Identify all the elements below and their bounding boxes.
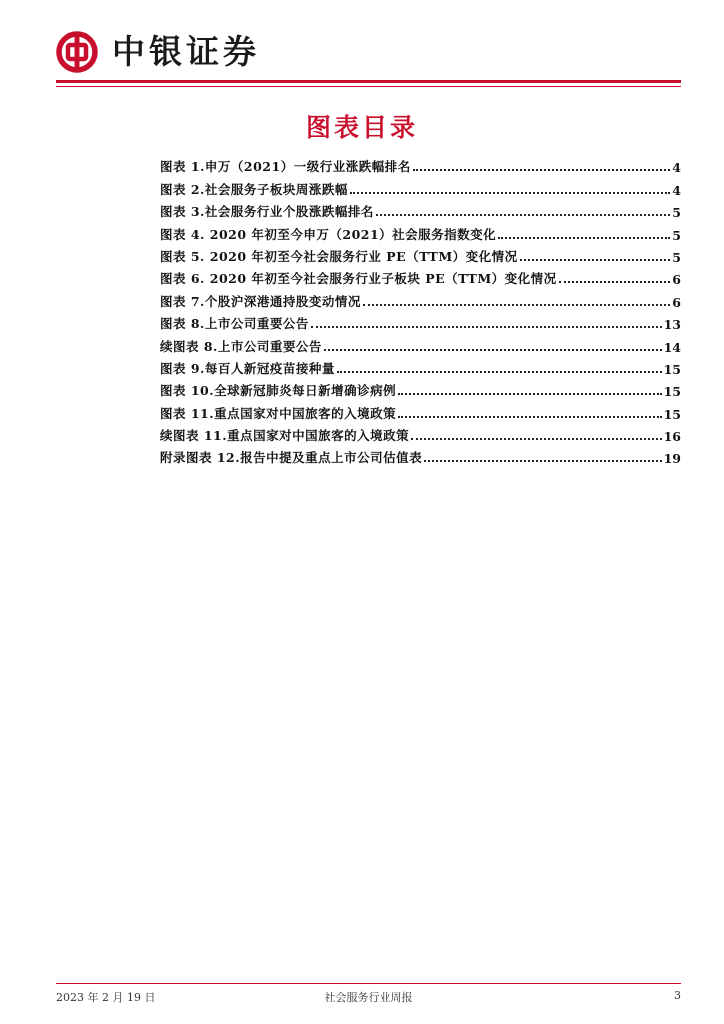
toc-leader-dots bbox=[498, 237, 670, 239]
toc-entry-page: 5 bbox=[672, 249, 681, 265]
toc-entry[interactable] bbox=[160, 175, 681, 197]
toc-entry[interactable] bbox=[160, 377, 681, 399]
toc-entry-label: 图表 8.上市公司重要公告 bbox=[160, 316, 309, 332]
toc-entry-label: 续图表 11.重点国家对中国旅客的入境政策 bbox=[160, 428, 410, 444]
toc-leader-dots bbox=[324, 349, 662, 351]
toc-entry[interactable] bbox=[160, 198, 681, 220]
header-rule-thin bbox=[56, 86, 681, 87]
toc-entry-page: 13 bbox=[663, 317, 681, 333]
footer-page-number: 3 bbox=[674, 989, 681, 1002]
toc-entry-label: 附录图表 12.报告中提及重点上市公司估值表 bbox=[160, 450, 423, 466]
toc-entry-page: 5 bbox=[672, 205, 681, 221]
toc-leader-dots bbox=[363, 304, 670, 306]
footer-date: 2023 年 2 月 19 日 bbox=[56, 991, 156, 1004]
toc-entry-label: 图表 4. 2020 年初至今申万（2021）社会服务指数变化 bbox=[160, 226, 497, 242]
toc-entry-label: 图表 11.重点国家对中国旅客的入境政策 bbox=[160, 405, 397, 421]
toc-entry-page: 4 bbox=[672, 182, 681, 198]
toc-entry-label: 图表 5. 2020 年初至今社会服务行业 PE（TTM）变化情况 bbox=[160, 248, 518, 264]
toc-entry[interactable] bbox=[160, 422, 681, 444]
toc-entry-label: 图表 1.申万（2021）一级行业涨跌幅排名 bbox=[160, 159, 411, 175]
toc-leader-dots bbox=[398, 393, 661, 395]
figure-toc-list bbox=[160, 153, 681, 466]
toc-leader-dots bbox=[398, 416, 661, 418]
toc-entry-page: 6 bbox=[672, 272, 681, 288]
toc-entry[interactable] bbox=[160, 243, 681, 265]
page-header bbox=[56, 30, 260, 74]
footer-rule bbox=[56, 983, 681, 984]
toc-entry-page: 19 bbox=[663, 451, 681, 467]
toc-title: 图表目录 bbox=[305, 113, 418, 142]
toc-entry-label: 图表 9.每百人新冠疫苗接种量 bbox=[160, 360, 335, 376]
toc-entry-label: 图表 10.全球新冠肺炎每日新增确诊病例 bbox=[160, 383, 397, 399]
toc-leader-dots bbox=[311, 326, 662, 328]
toc-entry[interactable] bbox=[160, 265, 681, 287]
toc-leader-dots bbox=[520, 259, 671, 261]
header-rule bbox=[56, 80, 681, 83]
toc-entry-label: 图表 7.个股沪深港通持股变动情况 bbox=[160, 293, 361, 309]
toc-entry-page: 5 bbox=[672, 227, 681, 243]
toc-entry[interactable] bbox=[160, 399, 681, 421]
toc-leader-dots bbox=[376, 214, 670, 216]
toc-leader-dots bbox=[337, 371, 662, 373]
toc-entry-page: 16 bbox=[663, 429, 681, 445]
toc-entry-page: 14 bbox=[663, 339, 681, 355]
toc-entry-label: 图表 6. 2020 年初至今社会服务行业子板块 PE（TTM）变化情况 bbox=[160, 271, 557, 287]
toc-entry-page: 15 bbox=[663, 406, 681, 422]
toc-entry[interactable] bbox=[160, 355, 681, 377]
toc-leader-dots bbox=[413, 169, 671, 171]
toc-leader-dots bbox=[559, 281, 671, 283]
page-footer bbox=[56, 989, 681, 1005]
toc-leader-dots bbox=[350, 192, 670, 194]
bank-of-china-logo-icon bbox=[56, 31, 98, 73]
toc-leader-dots bbox=[411, 438, 661, 440]
brand-name: 中银证券 bbox=[112, 32, 260, 71]
toc-entry[interactable] bbox=[160, 310, 681, 332]
toc-entry-page: 15 bbox=[663, 361, 681, 377]
toc-leader-dots bbox=[424, 460, 661, 462]
toc-entry-label: 图表 2.社会服务子板块周涨跌幅 bbox=[160, 181, 348, 197]
toc-entry[interactable] bbox=[160, 153, 681, 175]
toc-entry-page: 15 bbox=[663, 384, 681, 400]
toc-entry[interactable] bbox=[160, 444, 681, 466]
toc-entry[interactable] bbox=[160, 220, 681, 242]
toc-entry-page: 4 bbox=[672, 160, 681, 176]
toc-entry-label: 图表 3.社会服务行业个股涨跌幅排名 bbox=[160, 204, 374, 220]
toc-entry[interactable] bbox=[160, 287, 681, 309]
toc-entry-label: 续图表 8.上市公司重要公告 bbox=[160, 338, 322, 354]
toc-entry[interactable] bbox=[160, 332, 681, 354]
toc-entry-page: 6 bbox=[672, 294, 681, 310]
footer-report-title: 社会服务行业周报 bbox=[324, 991, 413, 1004]
